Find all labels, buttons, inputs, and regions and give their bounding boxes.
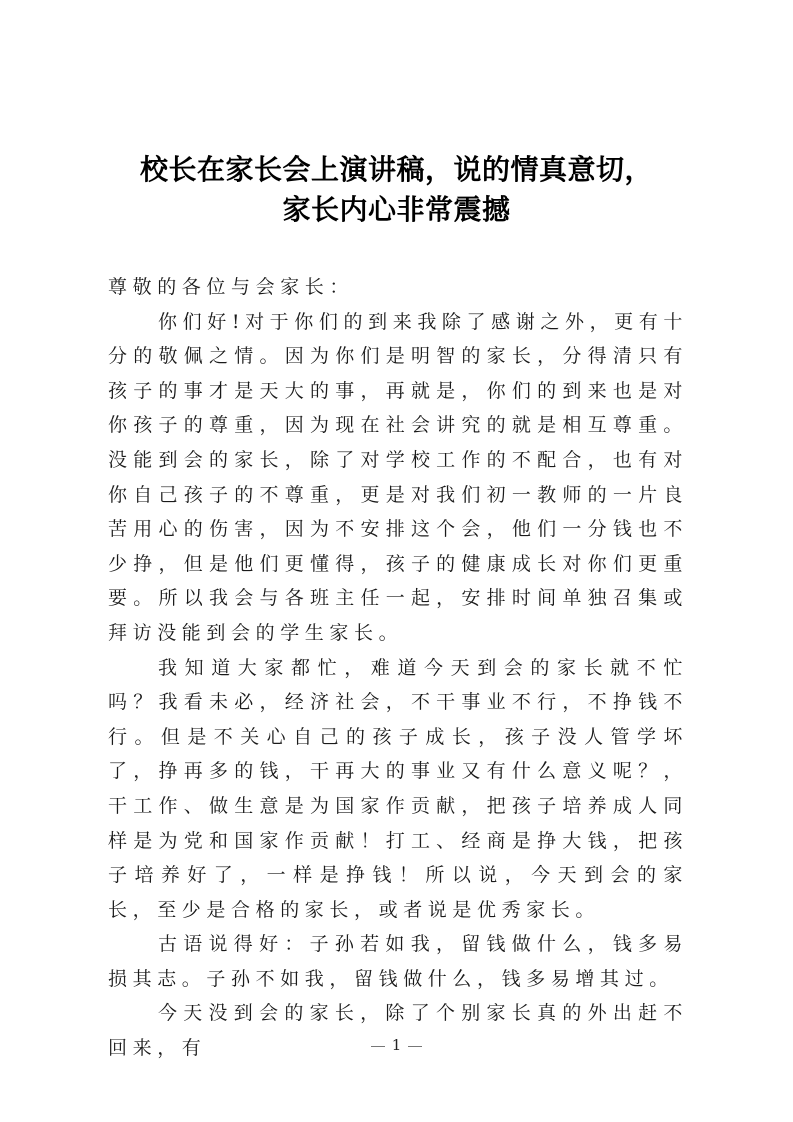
paragraph-2: 我知道大家都忙，难道今天到会的家长就不忙吗？我看未必，经济社会，不干事业不行，不挣钱不行。但是不关心自己的孩子成长，孩子没人管学坏了，挣再多的钱，干再大的事业又有什么意义呢？，干工作、做生意是为国家作贡献，把孩子培养成人同样是为党和国家作贡献！打工、经商是挣大钱，把孩子培养好了，一样是挣钱！所以说，今天到会的家长，至少是合格的家长，或者说是优秀家长。 — [108, 656, 688, 921]
footer-dash-left — [371, 1046, 385, 1047]
salutation: 尊敬的各位与会家长： — [108, 276, 355, 298]
page-number: 1 — [391, 1036, 402, 1054]
document-title — [60, 150, 733, 230]
title-line-1: 校长在家长会上演讲稿，说的情真意切， — [139, 153, 653, 186]
paragraph-4: 今天没到会的家长，除了个别家长真的外出赶不回来，有 — [108, 1002, 688, 1060]
page-footer — [0, 1036, 793, 1054]
document-body — [108, 270, 688, 1066]
footer-dash-right — [408, 1046, 422, 1047]
paragraph-3: 古语说得好：子孙若如我，留钱做什么，钱多易损其志。子孙不如我，留钱做什么，钱多易增其过。 — [108, 933, 688, 990]
paragraph-1: 你们好!对于你们的到来我除了感谢之外，更有十分的敬佩之情。因为你们是明智的家长，分得清只有孩子的事才是天大的事，再就是，你们的到来也是对你孩子的尊重，因为现在社会讲究的就是相互尊重。没能到会的家长，除了对学校工作的不配合，也有对你自己孩子的不尊重，更是对我们初一教师的一片良苦用心的伤害，因为不安排这个会，他们一分钱也不少挣，但是他们更懂得，孩子的健康成长对你们更重要。所以我会与各班主任一起，安排时间单独召集或拜访没能到会的学生家长。 — [108, 310, 688, 644]
title-line-2: 家长内心非常震撼 — [282, 193, 511, 226]
